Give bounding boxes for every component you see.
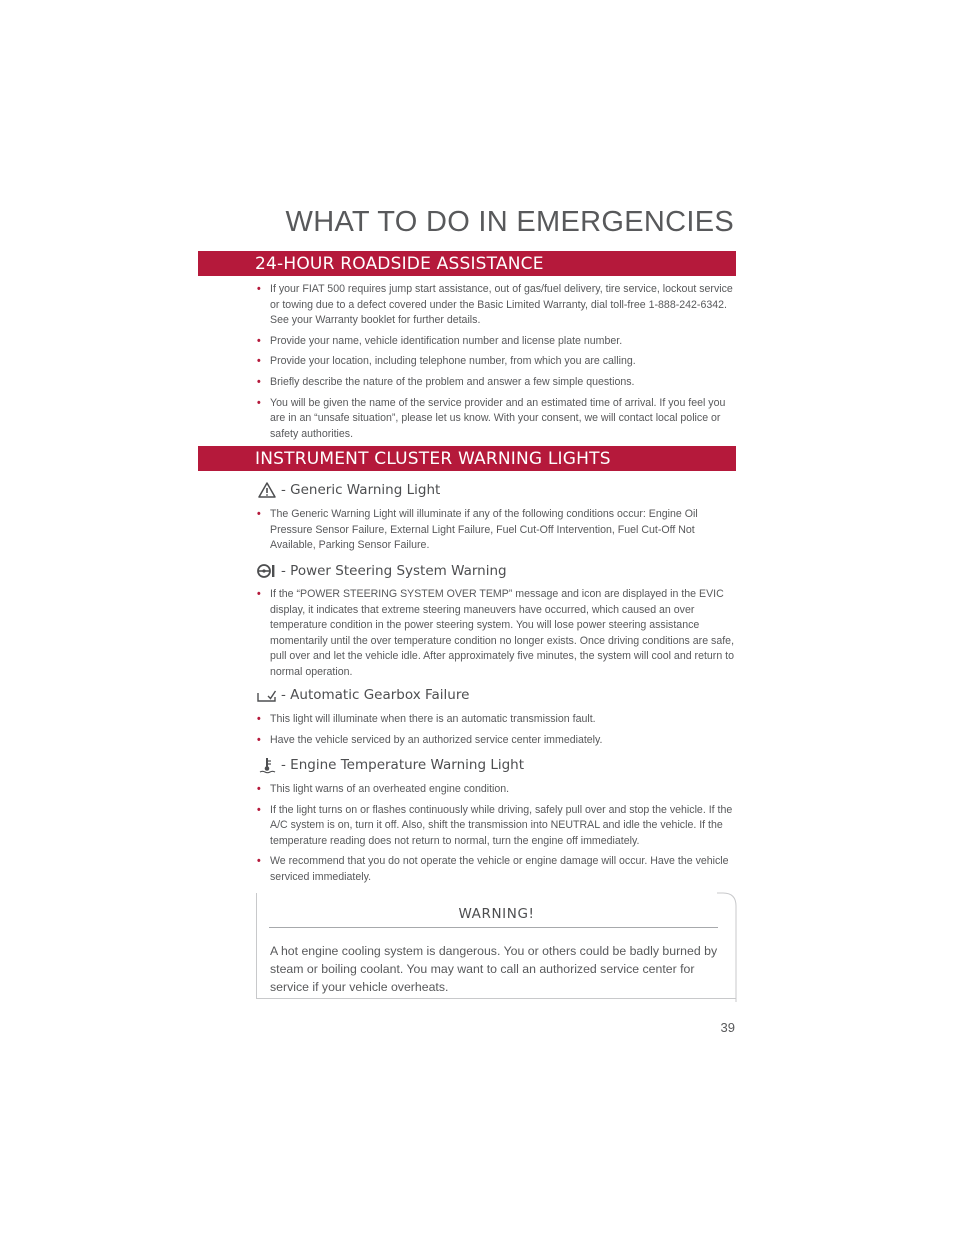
list-item bbox=[256, 396, 736, 443]
list-item-text: Provide your location, including telephone number, from which you are calling. bbox=[270, 355, 636, 368]
thermometer-icon bbox=[256, 756, 278, 774]
list-item-text: If the light turns on or flashes continuously while driving, safely pull over and stop the vehicle. If the A/C system is on, turn it off. Also, shift the transmission into NEUTRAL and idle the vehicle. If the temperature reading does not return to normal, turn the engine off immediately. bbox=[270, 803, 733, 847]
bullet-dot-icon: • bbox=[257, 396, 261, 409]
roadside-bullet-list bbox=[256, 282, 736, 447]
list-item-text: Have the vehicle serviced by an authorized service center immediately. bbox=[270, 733, 603, 746]
list-item bbox=[256, 375, 736, 391]
list-item bbox=[256, 782, 736, 798]
list-item-text: This light warns of an overheated engine condition. bbox=[270, 783, 510, 795]
subheading-gearbox-failure bbox=[256, 685, 469, 705]
engine-temperature-bullet-list bbox=[256, 782, 736, 891]
subheading-generic-warning bbox=[256, 480, 440, 500]
bullet-dot-icon: • bbox=[257, 855, 261, 868]
list-item bbox=[256, 354, 736, 370]
chapter-title: WHAT TO DO IN EMERGENCIES bbox=[285, 206, 734, 238]
gearbox-icon bbox=[256, 686, 278, 704]
subheading-text: - Automatic Gearbox Failure bbox=[281, 687, 470, 703]
subheading-engine-temperature bbox=[256, 755, 524, 775]
bullet-dot-icon: • bbox=[257, 508, 261, 520]
list-item bbox=[256, 282, 736, 329]
list-item-text: You will be given the name of the service provider and an estimated time of arrival. If you feel you are in an “unsafe situation”, please let us know. With your consent, we will contact local police or safety authorities. bbox=[270, 396, 726, 440]
bullet-dot-icon: • bbox=[257, 783, 261, 795]
list-item-text: If the “POWER STEERING SYSTEM OVER TEMP” message and icon are displayed in the EVIC display, it indicates that extreme steering maneuvers have occurred, which caused an over temperature condition in the power steering system. You will lose power steering assistance momentarily until the over temperature condition no longer exists. Once driving conditions are safe, pull over and let the vehicle idle. After approximately five minutes, the system will cool and return to normal operation. bbox=[270, 588, 735, 678]
bullet-dot-icon: • bbox=[257, 733, 261, 746]
page-number: 39 bbox=[720, 1020, 735, 1035]
list-item-text: This light will illuminate when there is an automatic transmission fault. bbox=[270, 713, 596, 725]
warning-title: WARNING! bbox=[458, 906, 535, 922]
list-item-text: We recommend that you do not operate the vehicle or engine damage will occur. Have the vehicle serviced immediately. bbox=[270, 855, 729, 883]
steering-wheel-icon bbox=[256, 562, 278, 580]
list-item-text: The Generic Warning Light will illuminate if any of the following conditions occur: Engine Oil Pressure Sensor Failure, External Light Failure, Fuel Cut-Off Intervention, Fuel Cut-Off Not Available, Parking Sensor Failure. bbox=[270, 508, 698, 552]
list-item bbox=[256, 854, 736, 885]
list-item bbox=[256, 334, 736, 350]
list-item bbox=[256, 733, 736, 749]
bullet-dot-icon: • bbox=[257, 588, 261, 600]
generic-warning-bullet-list bbox=[256, 507, 736, 559]
warning-divider bbox=[269, 927, 718, 928]
gearbox-bullet-list bbox=[256, 712, 736, 753]
bullet-dot-icon: • bbox=[257, 355, 261, 368]
subheading-text: - Generic Warning Light bbox=[281, 482, 441, 498]
section-header-roadside-assistance: 24-HOUR ROADSIDE ASSISTANCE bbox=[198, 251, 736, 276]
subheading-text: - Power Steering System Warning bbox=[281, 563, 507, 579]
bullet-dot-icon: • bbox=[257, 803, 261, 816]
bullet-dot-icon: • bbox=[257, 713, 261, 725]
warning-box bbox=[256, 893, 736, 999]
power-steering-bullet-list bbox=[256, 587, 736, 686]
list-item-text: Provide your name, vehicle identification number and license plate number. bbox=[270, 334, 623, 347]
subheading-text: - Engine Temperature Warning Light bbox=[281, 757, 525, 773]
bullet-dot-icon: • bbox=[257, 375, 261, 388]
list-item-text: Briefly describe the nature of the problem and answer a few simple questions. bbox=[270, 375, 635, 388]
list-item bbox=[256, 803, 736, 850]
section-header-warning-lights: INSTRUMENT CLUSTER WARNING LIGHTS bbox=[198, 446, 736, 471]
list-item bbox=[256, 587, 736, 681]
list-item bbox=[256, 507, 736, 554]
warning-triangle-icon bbox=[256, 481, 278, 499]
list-item bbox=[256, 712, 736, 728]
bullet-dot-icon: • bbox=[257, 334, 261, 347]
list-item-text: If your FIAT 500 requires jump start assistance, out of gas/fuel delivery, tire service, lockout service or towing due to a defect covered under the Basic Limited Warranty, dial toll-free 1-888-242-6342. See your Warranty booklet for further details. bbox=[270, 283, 733, 327]
subheading-power-steering bbox=[256, 561, 507, 581]
bullet-dot-icon: • bbox=[257, 283, 261, 295]
warning-text: A hot engine cooling system is dangerous. You or others could be badly burned by steam or boiling coolant. You may want to call an authorized service center for service if your vehicle overheats. bbox=[270, 944, 718, 994]
